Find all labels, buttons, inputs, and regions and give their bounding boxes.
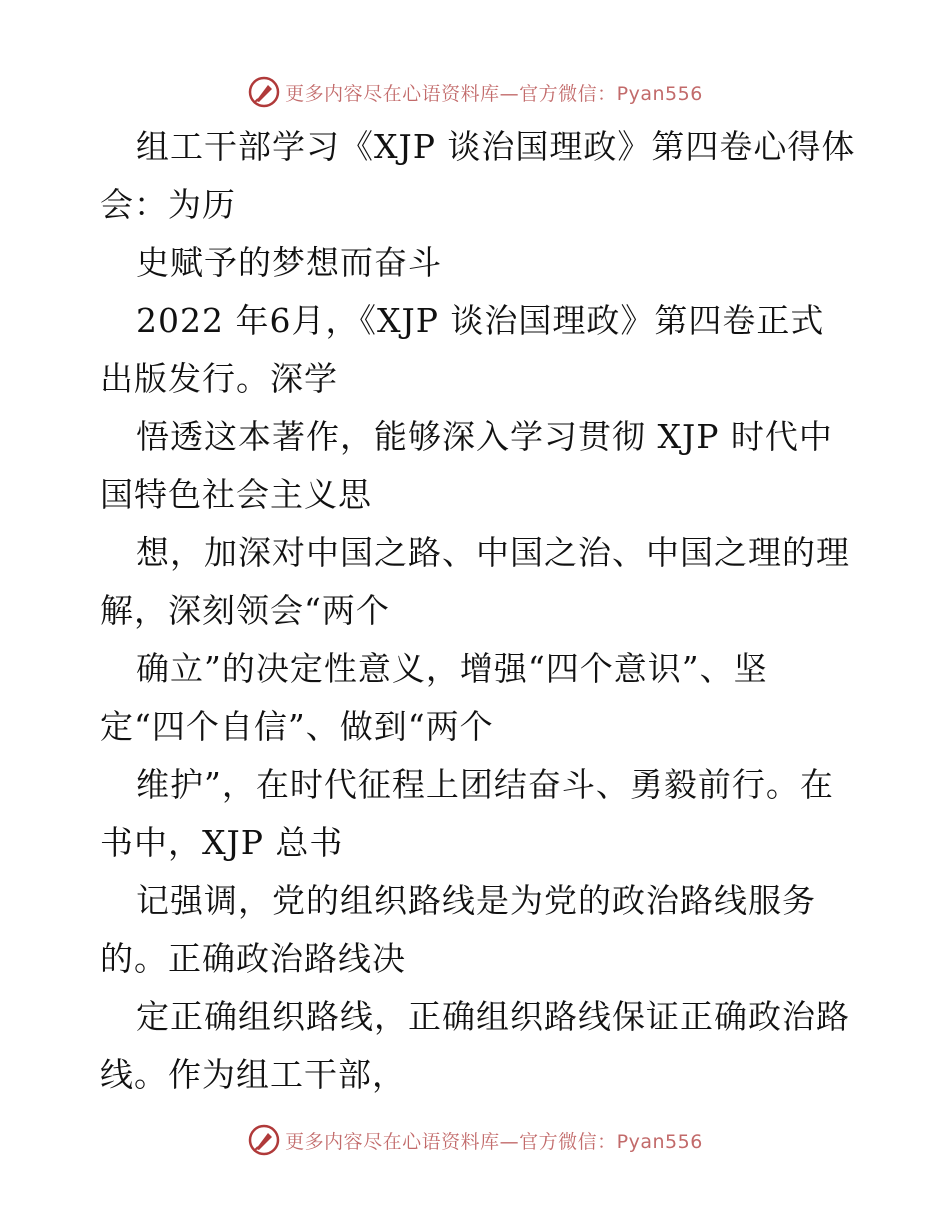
body-line: 史赋予的梦想而奋斗 <box>136 243 442 282</box>
body-line: 线。作为组工干部， <box>100 1055 406 1094</box>
footer-banner <box>0 1120 950 1160</box>
body-line: 的。正确政治路线决 <box>100 939 406 978</box>
body-line: 组工干部学习《XJP 谈治国理政》第四卷心得体 <box>136 127 856 166</box>
header-banner <box>0 72 950 112</box>
body-line: 书中，XJP 总书 <box>100 823 344 862</box>
body-line: 维护”，在时代征程上团结奋斗、勇毅前行。在 <box>136 765 834 804</box>
body-line: 想，加深对中国之路、中国之治、中国之理的理 <box>136 533 850 572</box>
document-body <box>100 118 860 1104</box>
body-line: 国特色社会主义思 <box>100 475 372 514</box>
body-line: 记强调，党的组织路线是为党的政治路线服务 <box>136 881 816 920</box>
body-line: 出版发行。深学 <box>100 359 338 398</box>
body-line: 定正确组织路线，正确组织路线保证正确政治路 <box>136 997 850 1036</box>
body-line: 解，深刻领会“两个 <box>100 591 390 630</box>
body-line: 2022 年6月，《XJP 谈治国理政》第四卷正式 <box>136 301 825 340</box>
footer-banner-text: 更多内容尽在心语资料库—官方微信：Pyan556 <box>285 1130 703 1153</box>
body-line: 会：为历 <box>100 185 236 224</box>
body-line: 悟透这本著作，能够深入学习贯彻 XJP 时代中 <box>136 417 833 456</box>
header-banner-text: 更多内容尽在心语资料库—官方微信：Pyan556 <box>285 82 703 105</box>
body-line: 定“四个自信”、做到“两个 <box>100 707 494 746</box>
pen-nib-logo-icon <box>247 75 281 109</box>
pen-nib-logo-icon <box>247 1123 281 1157</box>
body-line: 确立”的决定性意义，增强“四个意识”、坚 <box>136 649 768 688</box>
